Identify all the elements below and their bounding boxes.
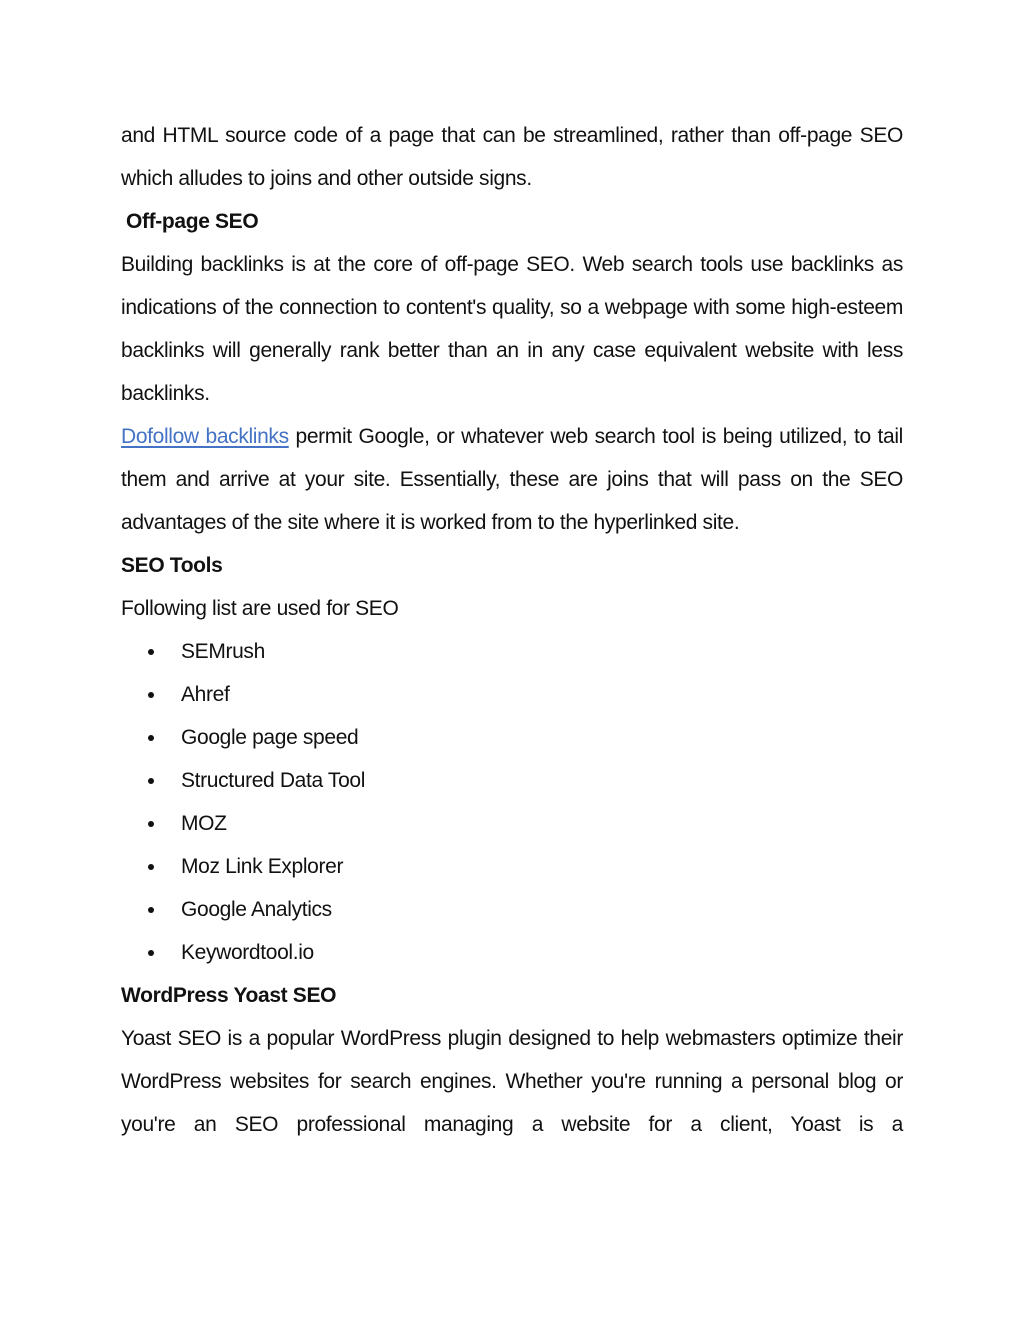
bullet-icon <box>148 649 154 655</box>
list-item-label: Google Analytics <box>181 898 332 921</box>
list-item <box>121 845 903 888</box>
yoast-paragraph: Yoast SEO is a popular WordPress plugin designed to help webmasters optimize their WordPress websites for search engines. Whether you're running a personal blog or you're an SEO professional managing a website for a client, Yoast is a <box>121 1027 903 1136</box>
list-item <box>121 888 903 931</box>
list-item <box>121 716 903 759</box>
list-item <box>121 802 903 845</box>
offpage-heading: Off-page SEO <box>126 210 259 233</box>
list-item-label: MOZ <box>181 812 227 835</box>
bullet-icon <box>148 778 154 784</box>
bullet-icon <box>148 735 154 741</box>
bullet-icon <box>148 864 154 870</box>
list-item-label: Google page speed <box>181 726 359 749</box>
list-item <box>121 673 903 716</box>
seo-tools-intro: Following list are used for SEO <box>121 597 399 620</box>
list-item <box>121 759 903 802</box>
list-item-label: Structured Data Tool <box>181 769 366 792</box>
bullet-icon <box>148 821 154 827</box>
intro-paragraph: and HTML source code of a page that can be streamlined, rather than off-page SEO which alludes to joins and other outside signs. <box>121 124 903 190</box>
list-item-label: SEMrush <box>181 640 265 663</box>
dofollow-paragraph-text: permit Google, or whatever web search tool is being utilized, to tail them and arrive at your site. Essentially, these are joins that will pass on the SEO advantages of the site where it is worked from to the hyperlinked site. <box>121 425 903 534</box>
bullet-icon <box>148 907 154 913</box>
dofollow-paragraph <box>121 415 903 544</box>
seo-tools-heading: SEO Tools <box>121 554 223 577</box>
bullet-icon <box>148 950 154 956</box>
list-item <box>121 931 903 974</box>
list-item-label: Keywordtool.io <box>181 941 314 964</box>
dofollow-backlinks-link[interactable]: Dofollow backlinks <box>121 425 289 448</box>
yoast-heading: WordPress Yoast SEO <box>121 984 337 1007</box>
list-item-label: Ahref <box>181 683 230 706</box>
bullet-icon <box>148 692 154 698</box>
list-item-label: Moz Link Explorer <box>181 855 344 878</box>
offpage-paragraph: Building backlinks is at the core of off-page SEO. Web search tools use backlinks as indications of the connection to content's quality, so a webpage with some high-esteem backlinks will generally rank better than an in any case equivalent website with less backlinks. <box>121 253 903 405</box>
list-item <box>121 630 903 673</box>
document-page <box>121 114 903 1146</box>
seo-tools-list <box>121 630 903 974</box>
